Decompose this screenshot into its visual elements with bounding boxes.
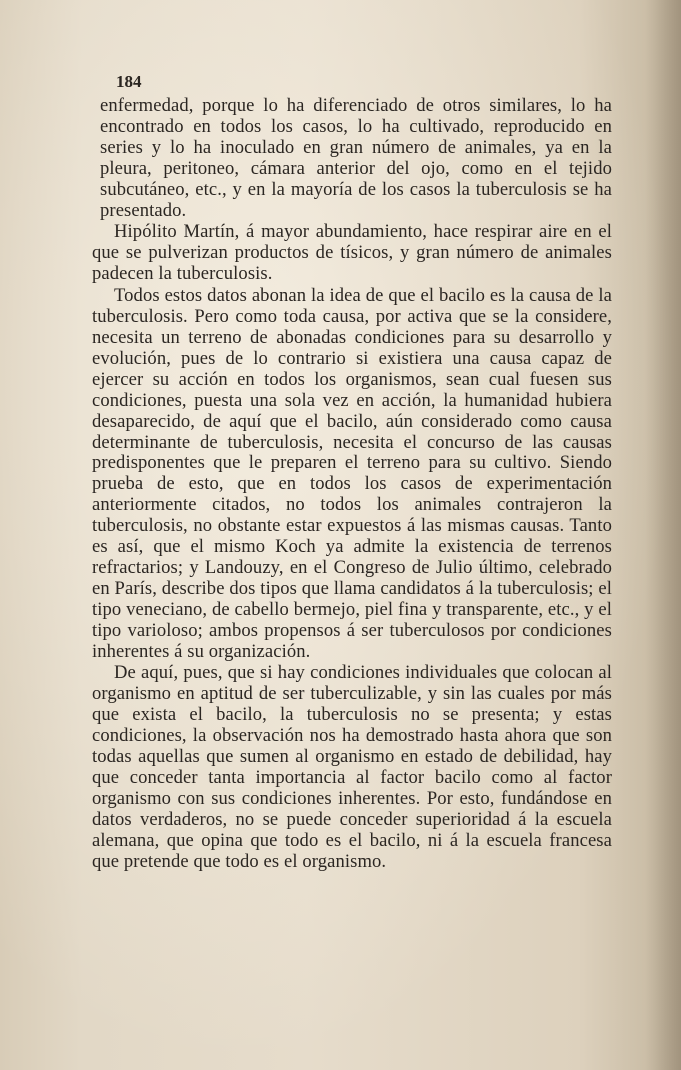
paragraph-1: enfermedad, porque lo ha diferenciado de otros similares, lo ha encontrado en todos los casos, lo ha cultivado, reproducido en series y lo ha inoculado en gran número de animales, ya en la pleura, peritoneo, cámara anterior del ojo, como en el tejido subcutáneo, etc., y en la mayoría de los casos la tuberculosis se ha presentado. [100, 95, 612, 221]
paragraph-4: De aquí, pues, que si hay condiciones individuales que colocan al organismo en aptitud de ser tuberculizable, y sin las cuales por más que exista el bacilo, la tuberculosis no se presenta; y estas condiciones, la observación nos ha demostrado hasta ahora que son todas aquellas que sumen al organismo en estado de debilidad, hay que conceder tanta importancia al factor bacilo como al factor organismo con sus condiciones inherentes. Por esto, fundándose en datos verdaderos, no se puede conceder superioridad á la escuela alemana, que opina que todo es el bacilo, ni á la escuela francesa que pretende que todo es el organismo. [92, 662, 612, 872]
paragraph-2: Hipólito Martín, á mayor abundamiento, hace respirar aire en el que se pulverizan productos de tísicos, y gran número de animales padecen la tuberculosis. [92, 221, 612, 285]
page-edge-shadow [645, 0, 681, 1070]
page-number: 184 [116, 72, 142, 91]
page-text-body [92, 96, 612, 873]
paragraph-3: Todos estos datos abonan la idea de que el bacilo es la causa de la tuberculosis. Pero como toda causa, por activa que se la considere, necesita un terreno de abonadas condiciones para su desarrollo y evolución, pues de lo contrario si existiera una causa capaz de ejercer su acción en todos los organismos, sean cual fuesen sus condiciones, puesta una sola vez en acción, la humanidad hubiera desaparecido, de aquí que el bacilo, aún considerado como causa determinante de tuberculosis, necesita el concurso de las causas predisponentes que le preparen el terreno para su cultivo. Siendo prueba de esto, que en todos los casos de experimentación anteriormente citados, no todos los animales contrajeron la tuberculosis, no obstante estar expuestos á las mismas causas. Tanto es así, que el mismo Koch ya admite la existencia de terrenos refractarios; y Landouzy, en el Congreso de Julio último, celebrado en París, describe dos tipos que llama candidatos á la tuberculosis; el tipo veneciano, de cabello bermejo, piel fina y transparente, etc., y el tipo varioloso; ambos propensos á ser tuberculosos por condiciones inherentes á su organización. [92, 285, 612, 662]
